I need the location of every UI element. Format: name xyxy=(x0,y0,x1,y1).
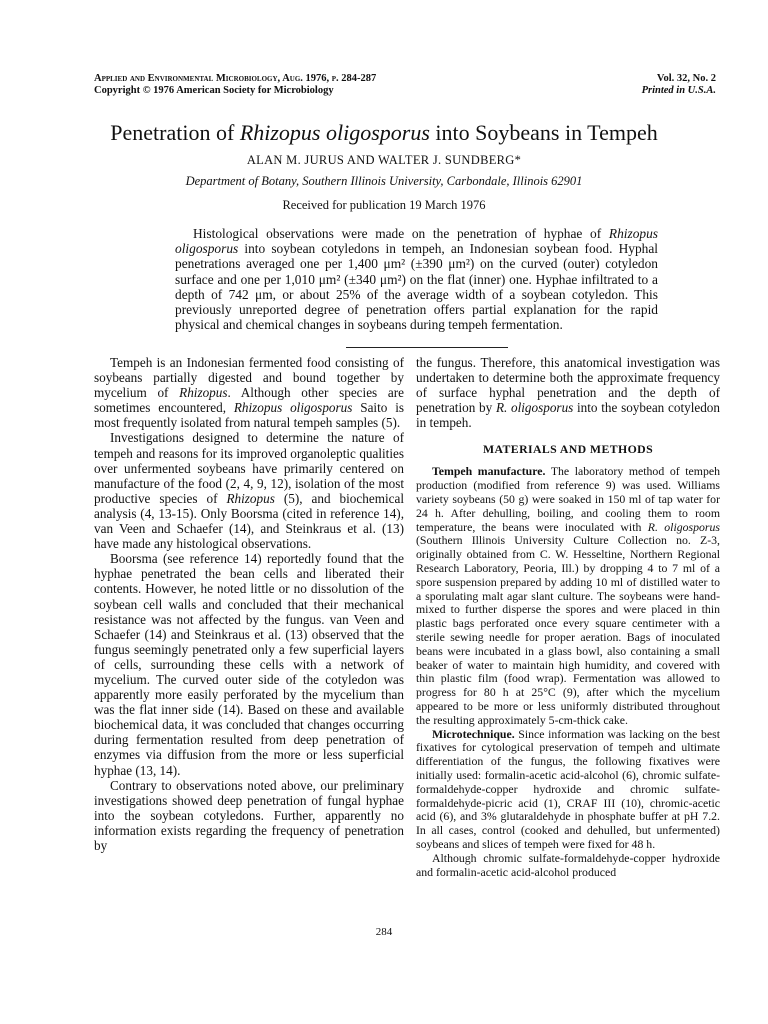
paragraph xyxy=(416,355,720,430)
species: R. oligosporus xyxy=(495,400,574,416)
species: Rhizopus xyxy=(226,490,275,506)
text: Since information was lacking on the best fixatives for cytological preservation of tempeh and ultimate differentiation of the fungus, the following fixatives were initially used: formalin-acetic acid-alcohol (6), chromic sulfate-formaldehyde-copper hydroxide and chromic sulfate-formaldehyde-picric acid (1), CRAF III (10), chromic-acetic acid (6), and 3% glutaraldehyde in phosphate buffer at pH 7.2. In all cases, control (cooked and dehulled, but unfermented) soybeans and slices of tempeh were fixed for 48 h. xyxy=(416,726,720,851)
page-number: 284 xyxy=(375,926,393,938)
subheading: Tempeh manufacture. xyxy=(432,464,546,479)
text: Tempeh is an Indonesian fermented food consisting of soybeans partially digested and bound together by mycelium of xyxy=(94,355,404,401)
text: . Although other species are sometimes encountered, xyxy=(94,385,404,416)
journal-header xyxy=(94,73,376,97)
paragraph xyxy=(94,355,404,430)
printed-location: Printed in U.S.A. xyxy=(641,85,716,96)
species: Rhizopus oligosporus xyxy=(233,400,353,416)
abstract-text: into soybean cotyledons in tempeh, an Indonesian soybean food. Hyphal penetrations averaged one per 1,400 μm² (±390 μm²) on the curved (outer) cotyledon surface and one per 1,010 μm² (±340 μm²) on the flat (inner) one. Hyphae infiltrated to a depth of 742 μm, or about 25% of the average width of a soybean cotyledon. This previously unreported degree of penetration offers partial explanation for the rapid physical and chemical changes in soybeans during tempeh fermentation. xyxy=(175,241,658,333)
journal-citation: Applied and Environmental Microbiology, Aug. 1976, p. 284-287 xyxy=(94,73,377,84)
species: R. oligosporus xyxy=(647,519,720,534)
abstract xyxy=(175,226,658,332)
authors: ALAN M. JURUS AND WALTER J. SUNDBERG* xyxy=(246,153,522,167)
text: The laboratory method of tempeh production (modified from reference 9) was used. Williams variety soybeans (50 g) were soaked in 150 ml of tap water for 24 h. After dehulling, boiling, and cooling them to room temperature, the beans were inoculated with xyxy=(416,464,720,534)
abstract-divider xyxy=(346,347,508,348)
subheading: Microtechnique. xyxy=(432,726,515,741)
paragraph: Boorsma (see reference 14) reportedly found that the hyphae penetrated the bean cells and liberated their contents. However, he noted little or no dissolution of the soybean cell walls and concluded that their mechanical resistance was not affected by the fungus. van Veen and Schaefer (14) and Steinkraus et al. (13) observed that the fungus seemingly penetrated only a few superficial layers of cells, surrounding these cells with a network of mycelium. The curved outer side of the cotyledon was apparently more easily perforated by the mycelium than was the flat inner side (14). Based on these and available biochemical data, it was concluded that changes occurring during fermentation resulted from deep penetration of enzymes via diffusion from the more or less superficial hyphae (13, 14). xyxy=(94,551,404,778)
paragraph xyxy=(94,430,404,551)
article-title xyxy=(0,120,768,146)
text: into the soybean cotyledon in tempeh. xyxy=(416,400,720,431)
left-column xyxy=(94,355,404,925)
paragraph xyxy=(416,728,720,852)
abstract-species: Rhizopus oligosporus xyxy=(175,226,658,257)
right-column xyxy=(416,355,720,925)
title-pre: Penetration of xyxy=(110,120,240,145)
title-post: into Soybeans in Tempeh xyxy=(429,120,658,145)
paragraph: Although chromic sulfate-formaldehyde-copper hydroxide and formalin-acetic acid-alcohol produced xyxy=(416,850,720,879)
affiliation: Department of Botany, Southern Illinois University, Carbondale, Illinois 62901 xyxy=(185,174,583,188)
copyright-line: Copyright © 1976 American Society for Microbiology xyxy=(94,85,334,96)
species: Rhizopus xyxy=(179,385,228,401)
text: Saito is most frequently isolated from natural tempeh samples (5). xyxy=(94,400,404,431)
paragraph: Contrary to observations noted above, our preliminary investigations showed deep penetration of fungal hyphae into the soybean cotyledons. Further, apparently no information exists regarding the frequency of penetration by xyxy=(94,777,404,853)
title-species: Rhizopus oligosporus xyxy=(239,120,430,145)
volume-info xyxy=(642,73,716,97)
section-heading: MATERIALS AND METHODS xyxy=(482,442,654,457)
volume-number: Vol. 32, No. 2 xyxy=(656,73,716,84)
text: (Southern Illinois University Culture Collection no. Z-3, originally obtained from C. W. Hesseltine, Northern Regional Research Laboratory, Peoria, Ill.) by dropping 4 to 7 ml of a spore suspension prepared by adding 10 ml of distilled water to a sporulating malt agar slant culture. The soybeans were hand-mixed to further disperse the spores and were placed in thin plastic bags perforated once every square centimeter with a sterile sewing needle for proper aeration. Bags of inoculated beans were incubated in a glass bowl, also containing a small beaker of water to maintain high humidity, and covered with thin plastic film (food wrap). Fermentation was allowed to progress for 80 h at 25°C (9), after which the mycelium appeared to be more or less uniformly distributed throughout the resulting approximately 5-cm-thick cake. xyxy=(416,533,720,727)
paragraph xyxy=(416,465,720,727)
text: the fungus. Therefore, this anatomical investigation was undertaken to determine both the approximate frequency of surface hyphal penetration and the depth of penetration by xyxy=(416,355,720,416)
text: (5), and biochemical analysis (4, 13-15). Only Boorsma (cited in reference 14), van Veen and Schaefer (14), and Steinkraus et al. (13) have made any histological observations. xyxy=(94,490,404,552)
abstract-text: Histological observations were made on the penetration of hyphae of xyxy=(193,226,609,241)
text: Investigations designed to determine the nature of tempeh and reasons for its improved organoleptic qualities over unfermented soybeans have primarily centered on manufacture of the food (2, 4, 9, 12), isolation of the most productive species of xyxy=(94,430,404,506)
received-date: Received for publication 19 March 1976 xyxy=(282,198,486,212)
